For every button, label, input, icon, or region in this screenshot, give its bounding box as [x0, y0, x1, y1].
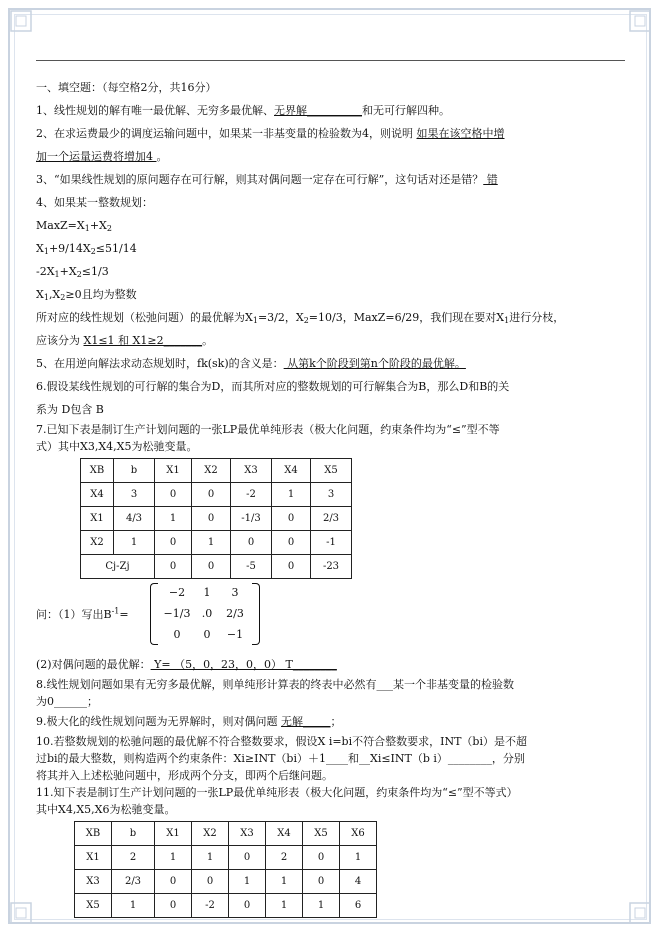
table-cell: X4: [266, 822, 303, 846]
question-8-cont: 为0______；: [36, 695, 98, 708]
question-6-cont: 系为 D包含 B: [36, 403, 104, 416]
corner-ornament-icon: [629, 10, 651, 32]
question-7: 7.已知下表是制订生产计划问题的一张LP最优单纯形表（极大化问题，约束条件均为“≤”型不等: [36, 423, 500, 436]
table-cell: 1: [340, 846, 377, 870]
q2-text: 2、在求运费最少的调度运输问题中，如果某一非基变量的检验数为4，则说明: [36, 127, 417, 140]
question-2-cont: [36, 145, 628, 168]
matrix-cell: 0: [203, 628, 211, 641]
q4-constraint-2: $-2X_1+X_2\le 1/3$: [36, 265, 109, 279]
q5-answer: 从第k个阶段到第n个阶段的最优解。: [283, 357, 466, 370]
table-cell: -23: [311, 555, 352, 579]
table-cell: Cj-Zj: [81, 555, 155, 579]
table-cell: -1: [311, 531, 352, 555]
table-row: [75, 846, 377, 870]
table-cell: 2/3: [311, 507, 352, 531]
table-cell: b: [112, 822, 155, 846]
table-cell: 6: [340, 894, 377, 918]
table-cell: 0: [192, 870, 229, 894]
table-cell: X1: [155, 459, 192, 483]
q4-answer: X1≤1 和 X1≥2_______: [83, 334, 203, 347]
table-cell: 0: [155, 531, 192, 555]
q4-objective: $MaxZ=X_1+X_2$: [36, 219, 112, 233]
table-cell: 0: [192, 555, 231, 579]
table-cell: -2: [231, 483, 272, 507]
corner-ornament-icon: [629, 902, 651, 924]
q2-answer-cont: 加一个运量运费将增加4: [36, 150, 157, 163]
table-row: [81, 555, 352, 579]
question-3: [36, 168, 628, 191]
table-cell: 0: [231, 531, 272, 555]
table-cell: 0: [192, 483, 231, 507]
table-cell: X6: [340, 822, 377, 846]
table-cell: 1: [192, 846, 229, 870]
table-header-row: [81, 459, 352, 483]
q4-line1: 所对应的线性规划（松弛问题）的最优解为$X_1=3/2$，$X_2=10/3$，MaxZ=6/29，我们现在要对$X_1$进行分枝，: [36, 311, 565, 325]
table-cell: b: [114, 459, 155, 483]
table-cell: 2: [266, 846, 303, 870]
question-11: 11.知下表是制订生产计划问题的一张LP最优单纯形表（极大化问题，约束条件均为“≤”型不等式）: [36, 786, 518, 799]
table-cell: X2: [81, 531, 114, 555]
table-cell: 3: [114, 483, 155, 507]
corner-ornament-icon: [10, 902, 32, 924]
q7-dual-text: (2)对偶问题的最优解：: [36, 658, 151, 671]
table-cell: 0: [272, 507, 311, 531]
matrix-cell: −2: [168, 586, 186, 599]
table-cell: 1: [303, 894, 340, 918]
q9-answer: 无解_____: [281, 715, 331, 728]
table-cell: -5: [231, 555, 272, 579]
table-row: [75, 894, 377, 918]
matrix-cell: .0: [201, 607, 213, 620]
table-cell: X3: [75, 870, 112, 894]
q9-tail: ；: [330, 715, 342, 728]
table-cell: X1: [75, 846, 112, 870]
q7-part-2: [36, 653, 628, 676]
table-cell: X3: [229, 822, 266, 846]
table-row: [81, 531, 352, 555]
table-cell: X4: [81, 483, 114, 507]
q5-text: 5、在用逆向解法求动态规划时，fk(sk)的含义是：: [36, 357, 284, 370]
matrix-cell: −1: [226, 628, 244, 641]
table-cell: 1: [266, 894, 303, 918]
table-row: [75, 870, 377, 894]
question-9: [36, 710, 628, 733]
q1-text: 1、线性规划的解有唯一最优解、无穷多最优解、: [36, 104, 274, 117]
matrix-cell: 1: [203, 586, 211, 599]
table-cell: 0: [155, 555, 192, 579]
matrix-cell: −1/3: [163, 607, 191, 620]
q3-answer: 错: [483, 173, 498, 186]
table-header-row: [75, 822, 377, 846]
table-cell: 1: [266, 870, 303, 894]
q11-simplex-table: [74, 821, 377, 918]
table-cell: X5: [311, 459, 352, 483]
table-cell: 0: [272, 555, 311, 579]
table-cell: 1: [112, 894, 155, 918]
table-cell: 0: [272, 531, 311, 555]
question-4-title: 4、如果某一整数规划：: [36, 196, 153, 209]
table-cell: 0: [229, 894, 266, 918]
table-cell: 0: [192, 507, 231, 531]
q4-constraint-3: $X_1,X_2\ge 0$且均为整数: [36, 288, 137, 302]
matrix-bracket-left: [150, 583, 158, 645]
table-cell: X5: [75, 894, 112, 918]
q4-line2-text: 应该分为: [36, 334, 84, 347]
q4-constraint-1: $X_1+9/14X_2\le 51/14$: [36, 242, 137, 256]
q3-text: 3、“如果线性规划的原问题存在可行解，则其对偶问题一定存在可行解”，这句话对还是错？: [36, 173, 484, 186]
table-cell: X2: [192, 459, 231, 483]
q7-ask-sup: -1: [111, 606, 120, 616]
table-cell: X5: [303, 822, 340, 846]
table-cell: X1: [81, 507, 114, 531]
top-rule: [36, 60, 625, 61]
table-cell: 1: [272, 483, 311, 507]
table-cell: 0: [229, 846, 266, 870]
section-heading: 一、填空题：（每空格2分，共16分）: [36, 81, 217, 94]
table-cell: XB: [81, 459, 114, 483]
q7-simplex-table: [80, 458, 352, 579]
q4-line2: [36, 329, 628, 352]
question-10-cont: 过bi的最大整数，则构造两个约束条件：Xi≥INT（bi）＋1____和__Xi≤INT（b i）________，分别: [36, 752, 525, 765]
table-cell: 0: [155, 483, 192, 507]
question-10-cont-2: 将其并入上述松驰问题中，形成两个分支，即两个后继问题。: [36, 769, 333, 782]
matrix-cell: 2/3: [226, 607, 244, 620]
table-cell: 2: [112, 846, 155, 870]
table-cell: X2: [192, 822, 229, 846]
table-cell: XB: [75, 822, 112, 846]
table-row: [81, 483, 352, 507]
table-cell: 4: [340, 870, 377, 894]
q9-text: 9.极大化的线性规划问题为无界解时，则对偶问题: [36, 715, 281, 728]
q7-matrix: [160, 583, 250, 644]
question-1: [36, 99, 628, 122]
question-11-cont: 其中X4,X5,X6为松驰变量。: [36, 803, 176, 816]
question-8: 8.线性规划问题如果有无穷多最优解，则单纯形计算表的终表中必然有___某一个非基变量的检验数: [36, 678, 514, 691]
matrix-cell: 3: [231, 586, 239, 599]
q2-answer: 如果在该空格中增: [416, 127, 505, 140]
question-10: 10.若整数规划的松驰问题的最优解不符合整数要求，假设X i=bi不符合整数要求，INT（bi）是不超: [36, 735, 527, 748]
table-cell: 0: [155, 894, 192, 918]
matrix-bracket-right: [252, 583, 260, 645]
table-cell: X3: [231, 459, 272, 483]
table-cell: -1/3: [231, 507, 272, 531]
q1-tail: 和无可行解四种。: [362, 104, 450, 117]
table-row: [81, 507, 352, 531]
table-cell: 1: [192, 531, 231, 555]
question-7-cont: 式）其中X3,X4,X5为松驰变量。: [36, 440, 198, 453]
corner-ornament-icon: [10, 10, 32, 32]
table-cell: 1: [155, 507, 192, 531]
q7-ask: [36, 603, 129, 626]
q4-tail: 。: [202, 334, 214, 347]
table-cell: X4: [272, 459, 311, 483]
table-cell: 3: [311, 483, 352, 507]
q1-answer: 无界解__________: [274, 104, 362, 117]
question-2: [36, 122, 628, 145]
table-cell: 0: [303, 846, 340, 870]
table-cell: 1: [229, 870, 266, 894]
q7-ask-text: 问：（1）写出B: [36, 608, 112, 621]
table-cell: 0: [303, 870, 340, 894]
matrix-cell: 0: [173, 628, 181, 641]
table-cell: 2/3: [112, 870, 155, 894]
table-cell: 0: [155, 870, 192, 894]
q7-dual-answer: Y= （5，0，23，0，0） T________: [150, 658, 337, 671]
q7-ask-eq: =: [119, 608, 129, 621]
table-cell: X1: [155, 822, 192, 846]
exam-content: [36, 76, 628, 918]
question-6: 6.假设某线性规划的可行解的集合为D，而其所对应的整数规划的可行解集合为B，那么D和B的关: [36, 380, 510, 393]
table-cell: 1: [155, 846, 192, 870]
q7-inverse-matrix-line: [36, 579, 628, 649]
question-5: [36, 352, 628, 375]
table-cell: 1: [114, 531, 155, 555]
q2-tail: 。: [156, 150, 168, 163]
table-cell: -2: [192, 894, 229, 918]
table-cell: 4/3: [114, 507, 155, 531]
